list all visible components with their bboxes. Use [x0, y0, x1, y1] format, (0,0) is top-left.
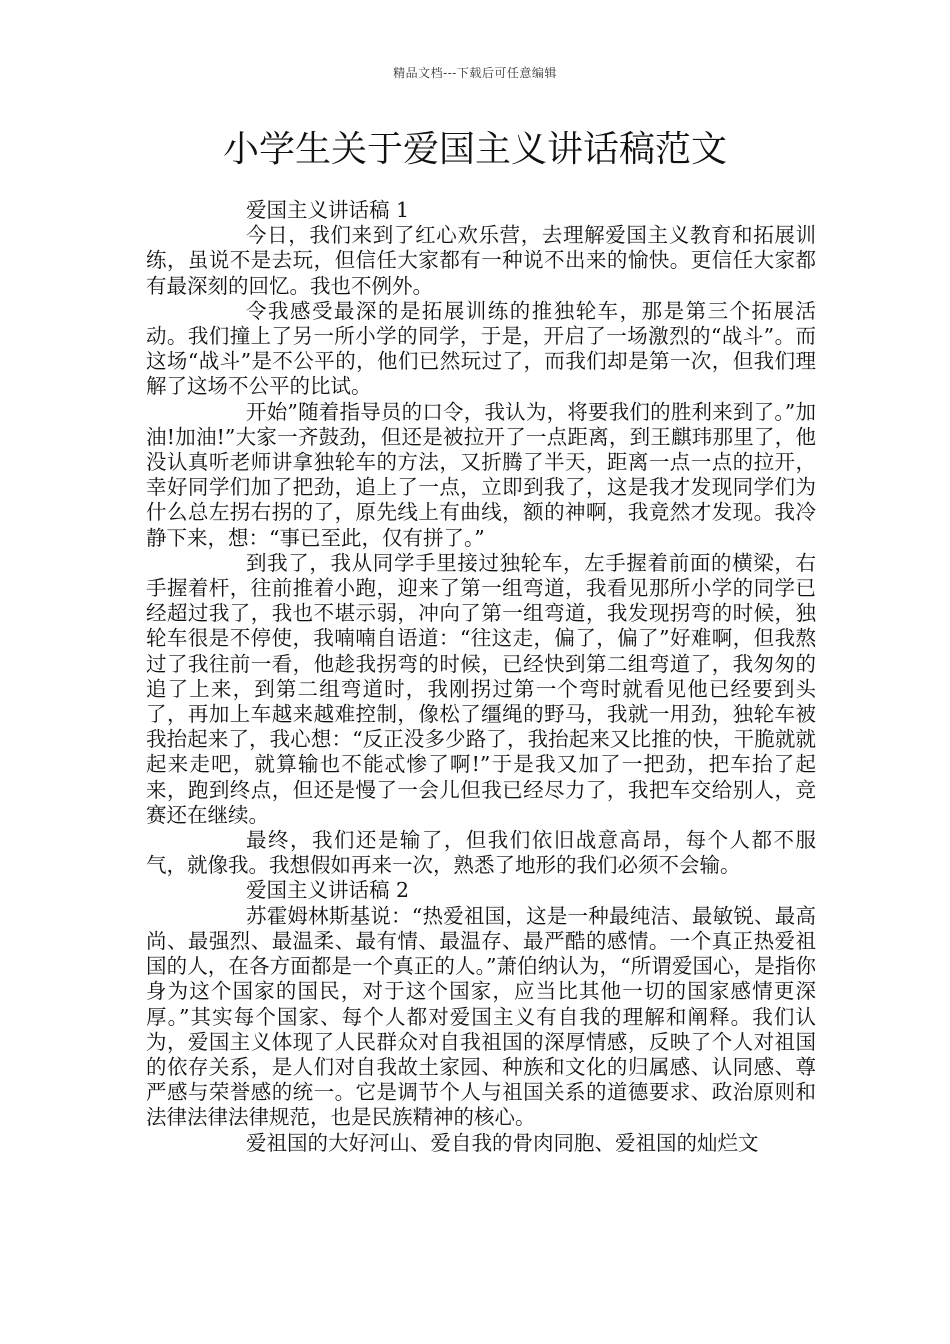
paragraph: 最终，我们还是输了，但我们依旧战意高昂，每个人都不服气，就像我。我想假如再来一次，熟悉了地形的我们必须不会输。 [146, 828, 816, 878]
paragraph: 爱祖国的大好河山、爱自我的骨肉同胞、爱祖国的灿烂文 [246, 1130, 759, 1155]
section-heading-1: 爱国主义讲话稿 1 [246, 198, 410, 222]
paragraph: 今日，我们来到了红心欢乐营，去理解爱国主义教育和拓展训练，虽说不是去玩，但信任大家都有一种说不出来的愉快。更信任大家都有最深刻的回忆。我也不例外。 [146, 223, 816, 298]
paragraph: 苏霍姆林斯基说：“热爱祖国，这是一种最纯洁、最敏锐、最高尚、最强烈、最温柔、最有情、最温存、最严酷的感情。一个真正热爱祖国的人，在各方面都是一个真正的人。”萧伯纳认为，“所谓爱国心，是指你身为这个国家的国民，对于这个国家，应当比其他一切的国家感情更深厚。”其实每个国家、每个人都对爱国主义有自我的理解和阐释。我们认为，爱国主义体现了人民群众对自我祖国的深厚情感，反映了个人对祖国的依存关系，是人们对自我故土家园、种族和文化的归属感、认同感、尊严感与荣誉感的统一。它是调节个人与祖国关系的道德要求、政治原则和法律法律法律规范，也是民族精神的核心。 [146, 903, 816, 1130]
section-heading-2: 爱国主义讲话稿 2 [246, 878, 410, 903]
document-title: 小学生关于爱国主义讲话稿范文 [222, 129, 727, 170]
document-body [146, 198, 816, 1156]
page-header: 精品文档---下载后可任意编辑 [393, 66, 557, 80]
paragraph: 开始”随着指导员的口令，我认为，将要我们的胜利来到了。”加油!加油!”大家一齐鼓劲，但还是被拉开了一点距离，到王麒玮那里了，他没认真听老师讲拿独轮车的方法，又折腾了半天，距离一点一点的拉开，幸好同学们加了把劲，追上了一点，立即到我了，这是我才发现同学们为什么总左拐右拐的了，原先线上有曲线，额的神啊，我竟然才发现。我冷静下来，想：“事已至此，仅有拼了。” [146, 399, 816, 550]
paragraph: 令我感受最深的是拓展训练的推独轮车，那是第三个拓展活动。我们撞上了另一所小学的同学，于是，开启了一场激烈的“战斗”。而这场“战斗”是不公平的，他们已然玩过了，而我们却是第一次，但我们理解了这场不公平的比试。 [146, 298, 816, 399]
paragraph: 到我了，我从同学手里接过独轮车，左手握着前面的横梁，右手握着杆，往前推着小跑，迎来了第一组弯道，我看见那所小学的同学已经超过我了，我也不堪示弱，冲向了第一组弯道，我发现拐弯的时候，独轮车很是不停使，我喃喃自语道：“往这走，偏了，偏了”好难啊，但我熬过了我往前一看，他趁我拐弯的时候，已经快到第二组弯道了，我匆匆的追了上来，到第二组弯道时，我刚拐过第一个弯时就看见他已经要到头了，再加上车越来越难控制，像松了缰绳的野马，我就一用劲，独轮车被我抬起来了，我心想：“反正没多少路了，我抬起来又比推的快，干脆就就起来走吧，就算输也不能忒惨了啊!”于是我又加了一把劲，把车抬了起来，跑到终点，但还是慢了一会儿但我已经尽力了，我把车交给别人，竞赛还在继续。 [146, 550, 816, 827]
